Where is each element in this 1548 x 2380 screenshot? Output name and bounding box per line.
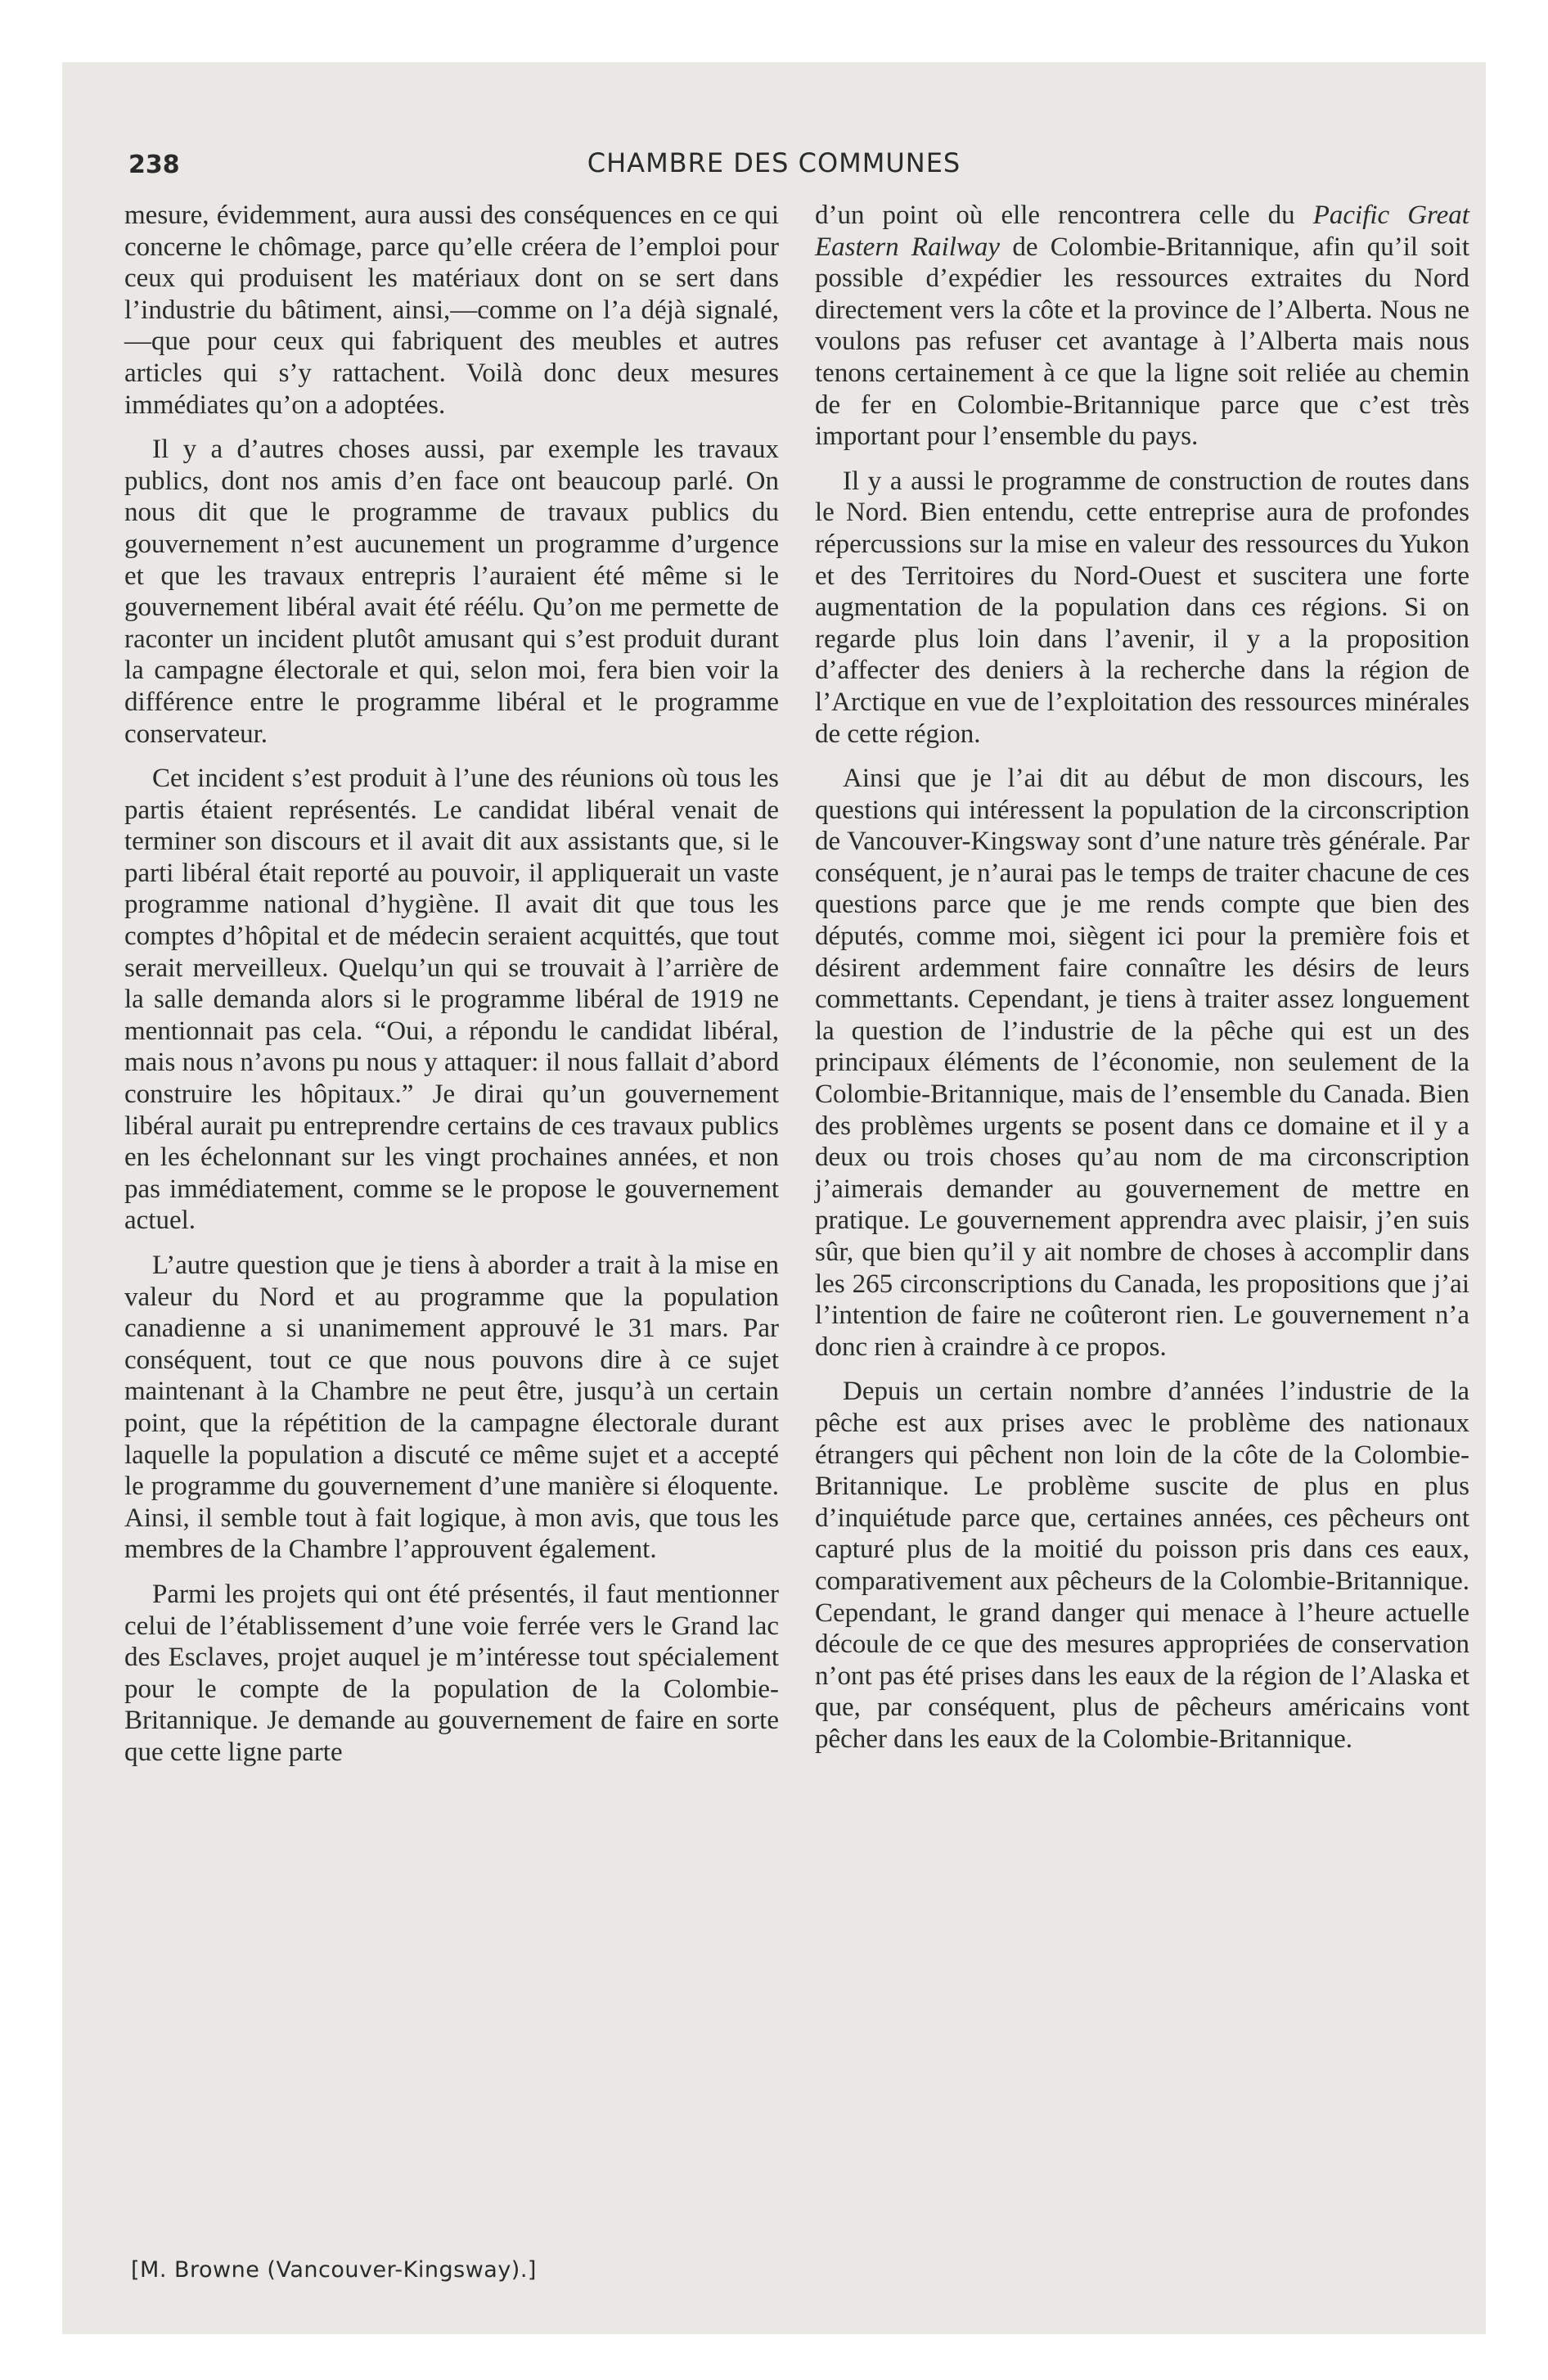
paragraph: Cet incident s’est produit à l’une des réunions où tous les partis étaient représentés. Le candidat libéral venait de terminer son discours et il avait dit aux assistants que, si le parti libéral était reporté au pouvoir, il appliquerait un vaste programme national d’hygiène. Il avait dit que tous les comptes d’hôpital et de médecin seraient acquittés, que tout serait merveilleux. Quelqu’un qui se trouvait à l’arrière de la salle demanda alors si le programme libéral de 1919 ne mentionnait pas cela. “Oui, a répondu le candidat libéral, mais nous n’avons pu nous y attaquer: il nous fallait d’abord construire les hôpitaux.” Je dirai qu’un gouvernement libéral aurait pu entreprendre certains de ces travaux publics en les échelonnant sur les vingt prochaines années, et non pas immédiatement, comme se le propose le gouvernement actuel. [124,764,779,1236]
paragraph: Il y a d’autres choses aussi, par exemple les travaux publics, dont nos amis d’en face ont beaucoup parlé. On nous dit que le programme de travaux publics du gouvernement n’est aucunement un programme d’urgence et que les travaux entrepris l’auraient été même si le gouvernement libéral avait été réélu. Qu’on me permette de raconter un incident plutôt amusant qui s’est produit durant la campagne électorale et qui, selon moi, fera bien voir la différence entre le programme libéral et le programme conservateur. [124,435,779,749]
text-run: de Colombie-Britannique, afin qu’il soit possible d’expédier les ressources extraites du Nord directement vers la côte et la province de l’Alberta. Nous ne voulons pas refuser cet avantage à l’Alberta mais nous tenons certainement à ce que la ligne soit reliée au chemin de fer en Colombie-Britannique parce que c’est très important pour l’ensemble du pays. [815,232,1469,452]
paragraph: Depuis un certain nombre d’années l’industrie de la pêche est aux prises avec le problème des nationaux étrangers qui pêchent non loin de la côte de la Colombie-Britannique. Le problème suscite de plus en plus d’inquiétude parce que, certaines années, ces pêcheurs ont capturé plus de la moitié du poisson pris dans ces eaux, comparativement aux pêcheurs de la Colombie-Britannique. Cependant, le grand danger qui menace à l’heure actuelle découle de ce que des mesures appropriées de conservation n’ont pas été prises dans les eaux de la région de l’Alaska et que, par conséquent, plus de pêcheurs américains vont pêcher dans les eaux de la Colombie-Britannique. [815,1377,1469,1754]
paragraph [815,200,1469,453]
paragraph: Il y a aussi le programme de construction de routes dans le Nord. Bien entendu, cette entreprise aura de profondes répercussions sur la mise en valeur des ressources du Yukon et des Territoires du Nord-Ouest et suscitera une forte augmentation de la population dans ces régions. Si on regarde plus loin dans l’avenir, il y a la proposition d’affecter des deniers à la recherche dans la région de l’Arctique en vue de l’exploitation des ressources minérales de cette région. [815,466,1469,749]
page-number: 238 [128,151,180,179]
left-column [124,200,779,1782]
text-run: d’un point où elle rencontrera celle du [815,201,1313,230]
paragraph: Ainsi que je l’ai dit au début de mon discours, les questions qui intéressent la population de la circonscription de Vancouver-Kingsway sont d’une nature très générale. Par conséquent, je n’aurai pas le temps de traiter chacune de ces questions parce que je me rends compte que bien des députés, comme moi, siègent ici pour la première fois et désirent ardemment faire connaître les désirs de leurs commettants. Cependant, je tiens à traiter assez longuement la question de l’industrie de la pêche qui est un des principaux éléments de l’économie, non seulement de la Colombie-Britannique, mais de l’ensemble du Canada. Bien des problèmes urgents se posent dans ce domaine et il y a deux ou trois choses qu’au nom de ma circonscription j’aimerais demander au gouvernement de mettre en pratique. Le gouvernement apprendra avec plaisir, j’en suis sûr, que bien qu’il y ait nombre de choses à accomplir dans les 265 circonscriptions du Canada, les propositions que j’ai l’intention de faire ne coûteront rien. Le gouvernement n’a donc rien à craindre à ce propos. [815,764,1469,1362]
railway-name: Pacific Great Eastern Railway [815,201,1469,262]
paragraph: mesure, évidemment, aura aussi des conséquences en ce qui concerne le chômage, parce qu’elle créera de l’emploi pour ceux qui produisent les matériaux dont on se sert dans l’industrie du bâtiment, ainsi,—comme on l’a déjà signalé,—que pour ceux qui fabriquent des meubles et autres articles qui s’y rattachent. Voilà donc deux mesures immédiates qu’on a adoptées. [124,201,779,420]
paragraph: Parmi les projets qui ont été présentés, il faut mentionner celui de l’établissement d’une voie ferrée vers le Grand lac des Esclaves, projet auquel je m’intéresse tout spécialement pour le compte de la population de la Colombie-Britannique. Je demande au gouvernement de faire en sorte que cette ligne parte [124,1579,779,1767]
running-head: CHAMBRE DES COMMUNES [587,147,961,178]
paragraph: L’autre question que je tiens à aborder a trait à la mise en valeur du Nord et au programme que la population canadienne a si unanimement approuvé le 31 mars. Par conséquent, tout ce que nous pouvons dire à ce sujet maintenant à la Chambre ne peut être, jusqu’à un certain point, que la répétition de la campagne électorale durant laquelle la population a discuté ce même sujet et a accepté le programme du gouvernement d’une manière si éloquente. Ainsi, il semble tout à fait logique, à mon avis, que tous les membres de la Chambre l’approuvent également. [124,1251,779,1565]
right-column [815,200,1469,1769]
speaker-attribution: [M. Browne (Vancouver-Kingsway).] [131,2257,537,2283]
